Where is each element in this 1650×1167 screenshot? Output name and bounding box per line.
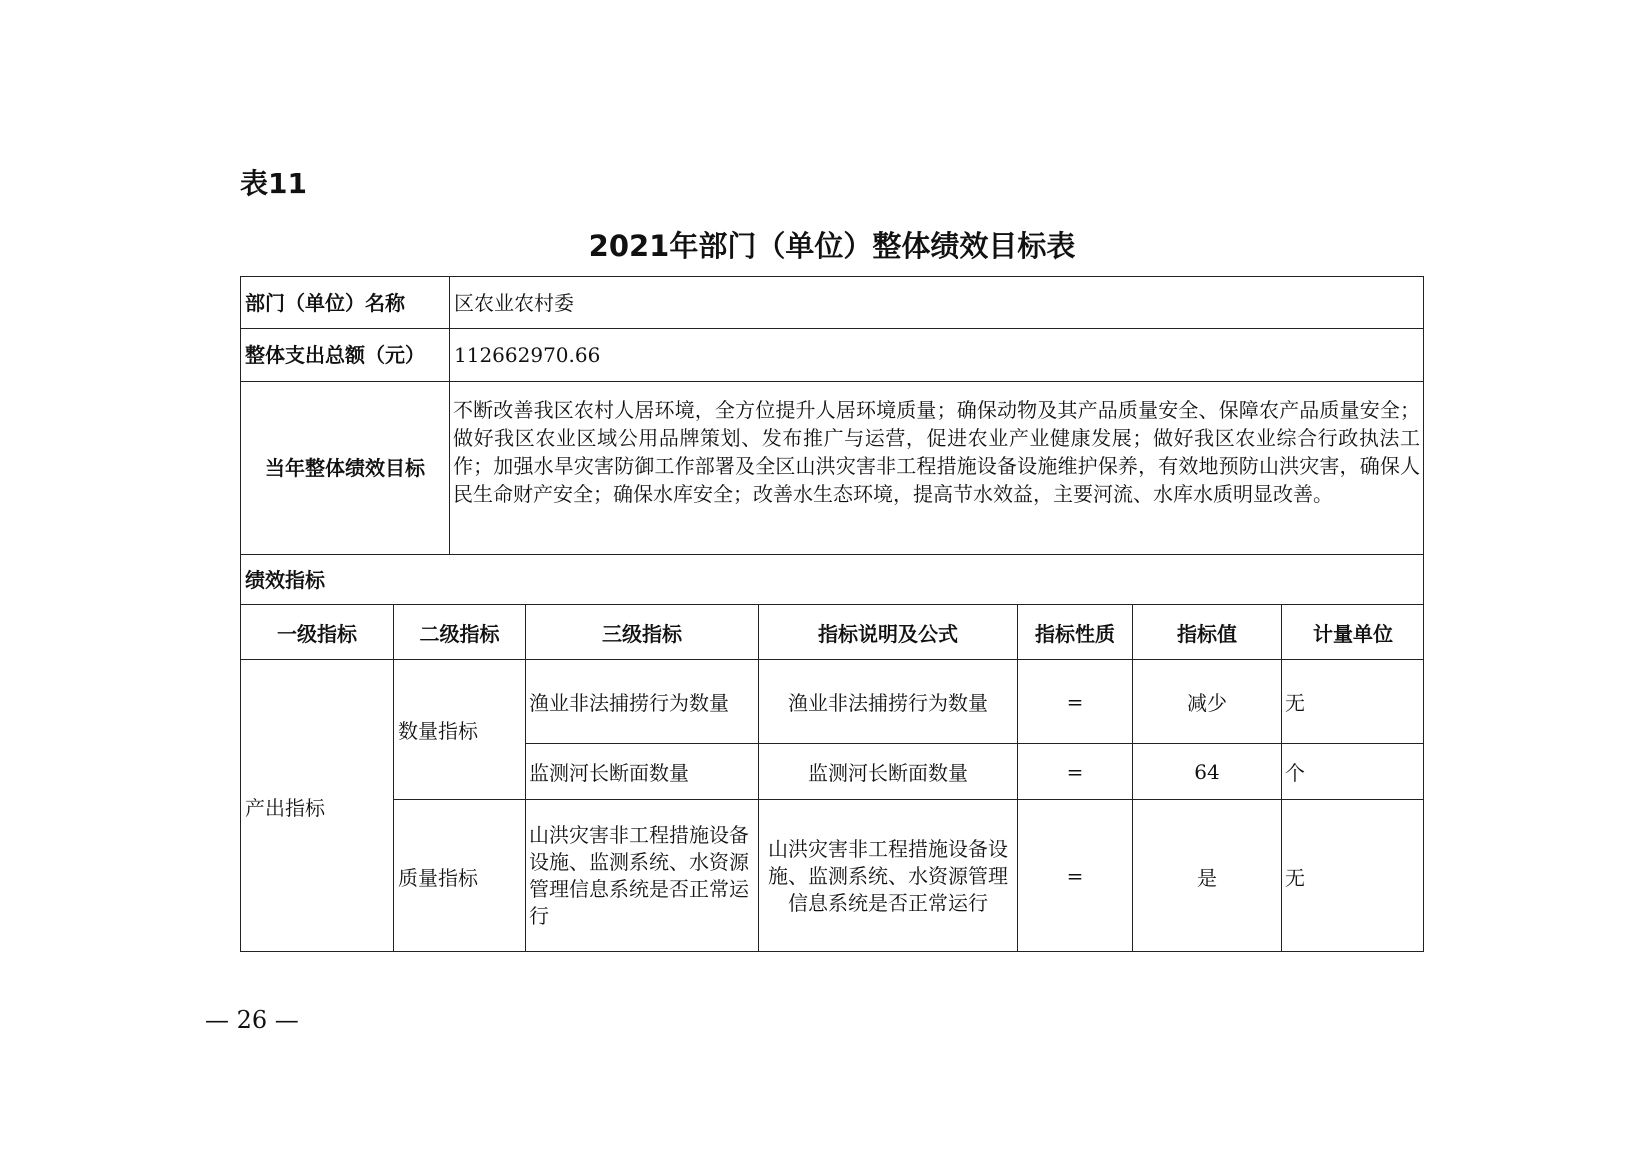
level1-cell: [241, 660, 394, 952]
level1-label: 产出指标: [245, 795, 325, 820]
row3-level3: 山洪灾害非工程措施设备设施、监测系统、水资源管理信息系统是否正常运行: [529, 823, 749, 928]
table-row-1-level3: [526, 660, 759, 744]
perf-indicators-label-cell: [241, 555, 1424, 605]
page-number: — 26 —: [205, 1006, 299, 1034]
row2-nature: =: [1066, 759, 1084, 784]
header-unit-label: 计量单位: [1313, 621, 1393, 646]
row1-value: 减少: [1187, 691, 1227, 715]
table-row-1-nature: [1018, 660, 1133, 744]
dept-name-value: 区农业农村委: [454, 290, 574, 315]
annual-goal-value-cell: [450, 382, 1424, 555]
row1-unit: 无: [1285, 691, 1305, 715]
dept-name-label-cell: [241, 277, 450, 329]
document-title: 2021年部门（单位）整体绩效目标表: [588, 229, 1076, 263]
table-row-3-value: [1133, 800, 1282, 952]
header-nature: [1018, 605, 1133, 660]
header-level2-label: 二级指标: [419, 621, 500, 646]
table-row-1-desc: [759, 660, 1018, 744]
table-row-2-level3: [526, 744, 759, 800]
total-expense-label: 整体支出总额（元）: [245, 343, 425, 367]
header-desc-label: 指标说明及公式: [818, 621, 958, 646]
total-expense-label-cell: [241, 329, 450, 382]
table-row-1-value: [1133, 660, 1282, 744]
annual-goal-label-cell: [241, 382, 450, 555]
level2-quality-cell: [394, 800, 526, 952]
row1-desc: 渔业非法捕捞行为数量: [788, 691, 988, 715]
header-level1-label: 一级指标: [277, 621, 357, 646]
header-nature-label: 指标性质: [1035, 621, 1115, 646]
level2-quality-label: 质量指标: [398, 865, 478, 890]
header-level1: [241, 605, 394, 660]
header-level3: [526, 605, 759, 660]
total-expense-value: 112662970.66: [454, 343, 601, 367]
performance-target-table: [240, 276, 1424, 952]
header-level2: [394, 605, 526, 660]
header-value: [1133, 605, 1282, 660]
perf-indicators-label: 绩效指标: [245, 567, 325, 592]
table-row-2-value: [1133, 744, 1282, 800]
level2-quantity-cell: [394, 660, 526, 800]
table-row-2-nature: [1018, 744, 1133, 800]
table-row-3-level3: [526, 800, 759, 952]
table-row-3-desc: [759, 800, 1018, 952]
header-value-label: 指标值: [1177, 621, 1237, 646]
row3-desc: 山洪灾害非工程措施设备设施、监测系统、水资源管理信息系统是否正常运行: [768, 836, 1008, 915]
dept-name-value-cell: [450, 277, 1424, 329]
annual-goal-label: 当年整体绩效目标: [265, 456, 425, 480]
table-row-2-unit: [1282, 744, 1424, 800]
dept-name-label: 部门（单位）名称: [245, 290, 405, 315]
header-level3-label: 三级指标: [602, 621, 682, 646]
row3-nature: =: [1066, 864, 1084, 888]
table-row-1-unit: [1282, 660, 1424, 744]
row3-unit: 无: [1285, 865, 1305, 890]
row2-unit: 个: [1285, 761, 1305, 785]
row1-level3: 渔业非法捕捞行为数量: [529, 691, 729, 715]
annual-goal-value: 不断改善我区农村人居环境，全方位提升人居环境质量；确保动物及其产品质量安全、保障农产品质量安全；做好我区农业区域公用品牌策划、发布推广与运营，促进农业产业健康发展；做好我区农业综合行政执法工作；加强水旱灾害防御工作部署及全区山洪灾害非工程措施设备设施维护保养，有效地预防山洪灾害，确保人民生命财产安全；确保水库安全；改善水生态环境，提高节水效益，主要河流、水库水质明显改善。: [453, 398, 1420, 506]
row2-desc: 监测河长断面数量: [808, 761, 968, 785]
row2-value: 64: [1194, 759, 1220, 784]
header-unit: [1282, 605, 1424, 660]
row3-value: 是: [1197, 865, 1217, 890]
header-desc: [759, 605, 1018, 660]
table-row-2-desc: [759, 744, 1018, 800]
table-row-3-unit: [1282, 800, 1424, 952]
table-label: 表11: [240, 167, 307, 200]
row1-nature: =: [1066, 689, 1084, 714]
total-expense-value-cell: [450, 329, 1424, 382]
table-row-3-nature: [1018, 800, 1133, 952]
level2-quantity-label: 数量指标: [398, 719, 478, 743]
row2-level3: 监测河长断面数量: [529, 761, 689, 785]
